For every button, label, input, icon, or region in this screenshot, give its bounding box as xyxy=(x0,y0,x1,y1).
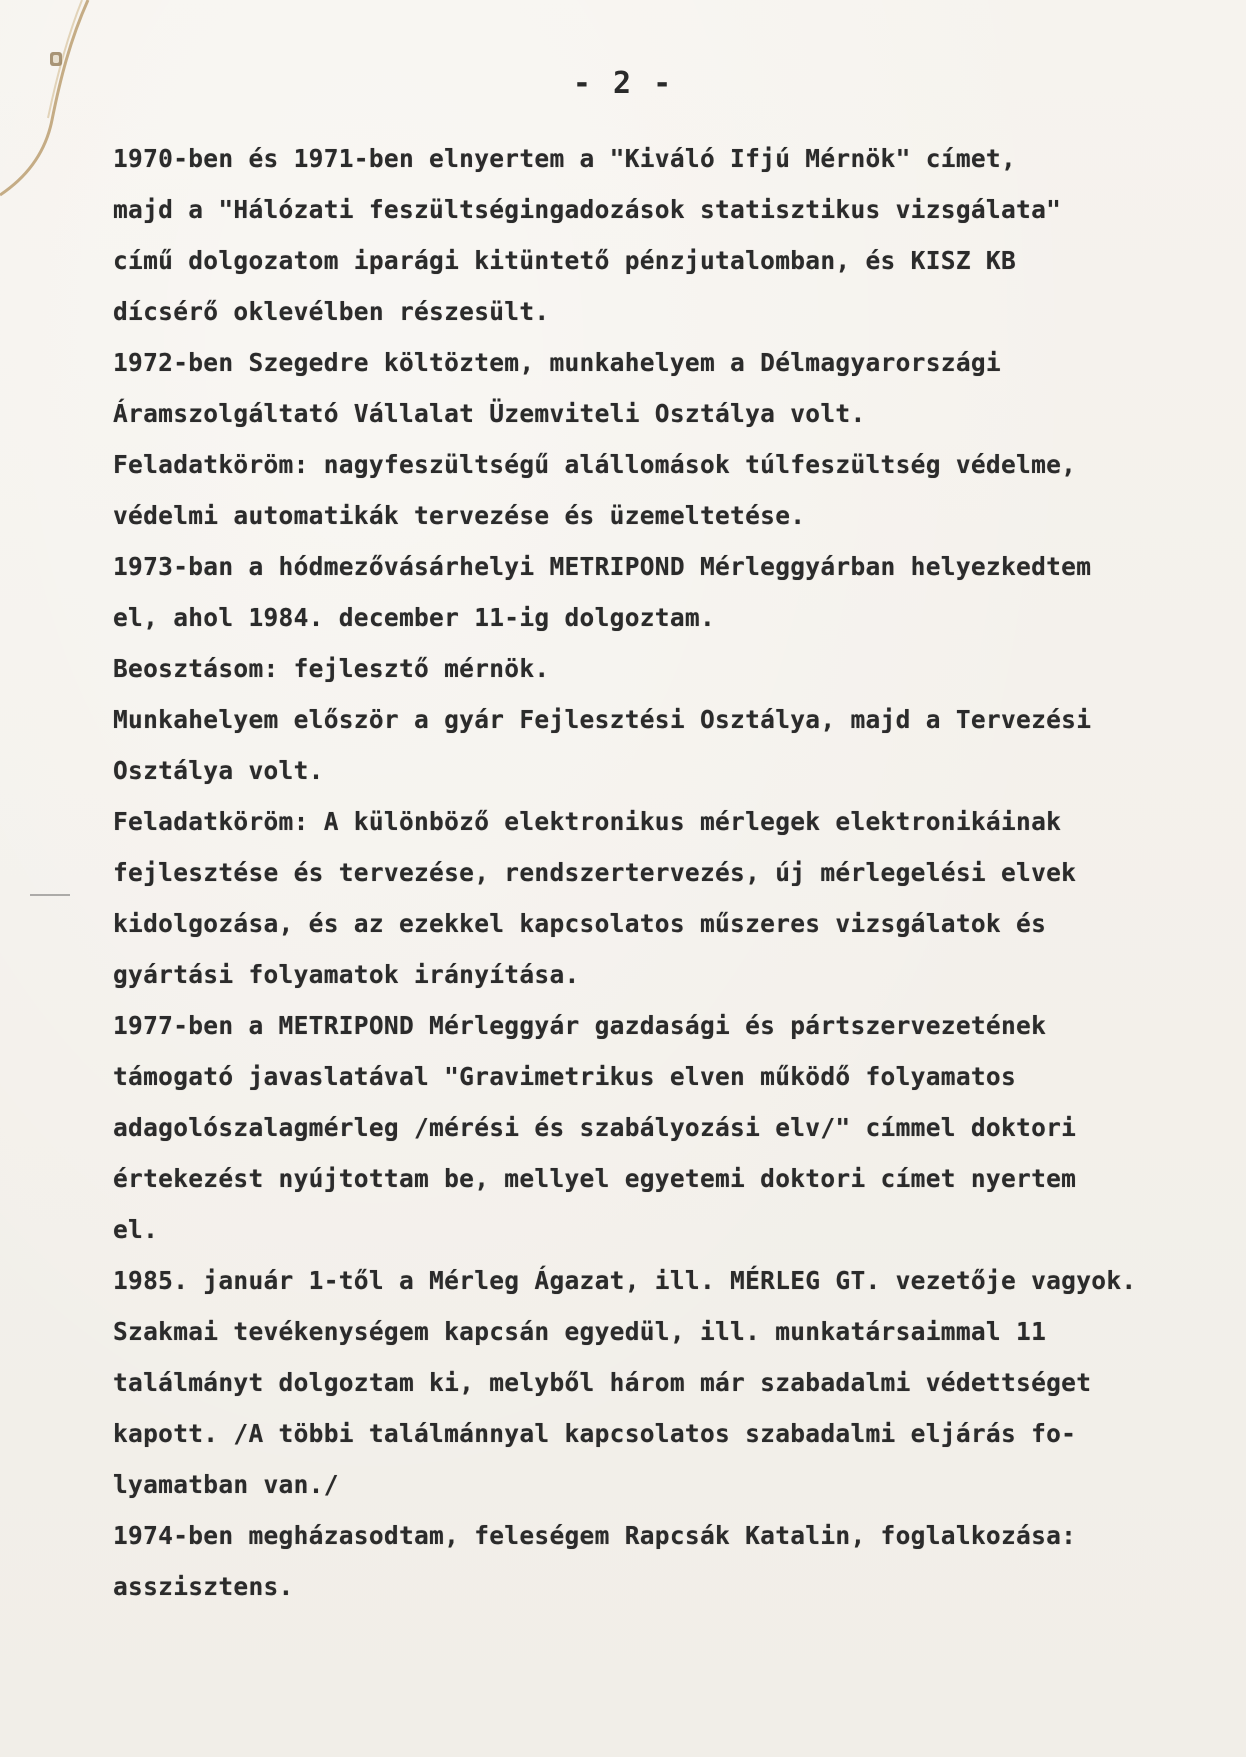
text-line: majd a "Hálózati feszültségingadozások statisztikus vizsgálata" xyxy=(113,195,1062,224)
text-line: 1974-ben megházasodtam, feleségem Rapcsák Katalin, foglalkozása: xyxy=(113,1521,1077,1550)
text-line: Beosztásom: fejlesztő mérnök. xyxy=(113,654,550,683)
text-line: 1972-ben Szegedre költöztem, munkahelyem a Délmagyarországi xyxy=(113,348,1001,377)
text-line: kidolgozása, és az ezekkel kapcsolatos műszeres vizsgálatok és xyxy=(113,909,1047,938)
text-line: támogató javaslatával "Gravimetrikus elven működő folyamatos xyxy=(113,1062,1017,1091)
text-line: lyamatban van./ xyxy=(113,1470,339,1499)
text-line: Áramszolgáltató Vállalat Üzemviteli Osztálya volt. xyxy=(113,399,866,428)
text-line: fejlesztése és tervezése, rendszertervezés, új mérlegelési elvek xyxy=(113,858,1077,887)
text-line: el. xyxy=(113,1215,159,1244)
text-line: értekezést nyújtottam be, mellyel egyetemi doktori címet nyertem xyxy=(113,1164,1077,1193)
text-line: találmányt dolgoztam ki, melyből három már szabadalmi védettséget xyxy=(113,1368,1092,1397)
text-line: védelmi automatikák tervezése és üzemeltetése. xyxy=(113,501,806,530)
staple-mark xyxy=(0,0,120,220)
text-line: Feladatköröm: nagyfeszültségű alállomások túlfeszültség védelme, xyxy=(113,450,1077,479)
text-line: Munkahelyem először a gyár Fejlesztési Osztálya, majd a Tervezési xyxy=(113,705,1092,734)
text-line: című dolgozatom iparági kitüntető pénzjutalomban, és KISZ KB xyxy=(113,246,1017,275)
text-line: adagolószalagmérleg /mérési és szabályozási elv/" címmel doktori xyxy=(113,1113,1077,1142)
text-line: Feladatköröm: A különböző elektronikus mérlegek elektronikáinak xyxy=(113,807,1062,836)
text-line: asszisztens. xyxy=(113,1572,294,1601)
text-line: gyártási folyamatok irányítása. xyxy=(113,960,580,989)
text-line: kapott. /A többi találmánnyal kapcsolatos szabadalmi eljárás fo- xyxy=(113,1419,1077,1448)
text-line: dícsérő oklevélben részesült. xyxy=(113,297,550,326)
ink-smudge xyxy=(30,893,70,897)
text-line: el, ahol 1984. december 11-ig dolgoztam. xyxy=(113,603,716,632)
text-line: 1977-ben a METRIPOND Mérleggyár gazdasági és pártszervezetének xyxy=(113,1011,1047,1040)
text-line: 1970-ben és 1971-ben elnyertem a "Kiváló Ifjú Mérnök" címet, xyxy=(113,144,1017,173)
text-line: Osztálya volt. xyxy=(113,756,324,785)
text-line: Szakmai tevékenységem kapcsán egyedül, ill. munkatársaimmal 11 xyxy=(113,1317,1047,1346)
text-line: 1973-ban a hódmezővásárhelyi METRIPOND Mérleggyárban helyezkedtem xyxy=(113,552,1092,581)
document-body xyxy=(113,133,1193,1612)
text-line: 1985. január 1-től a Mérleg Ágazat, ill. MÉRLEG GT. vezetője vagyok. xyxy=(113,1266,1137,1295)
page-number: - 2 - xyxy=(572,66,674,101)
